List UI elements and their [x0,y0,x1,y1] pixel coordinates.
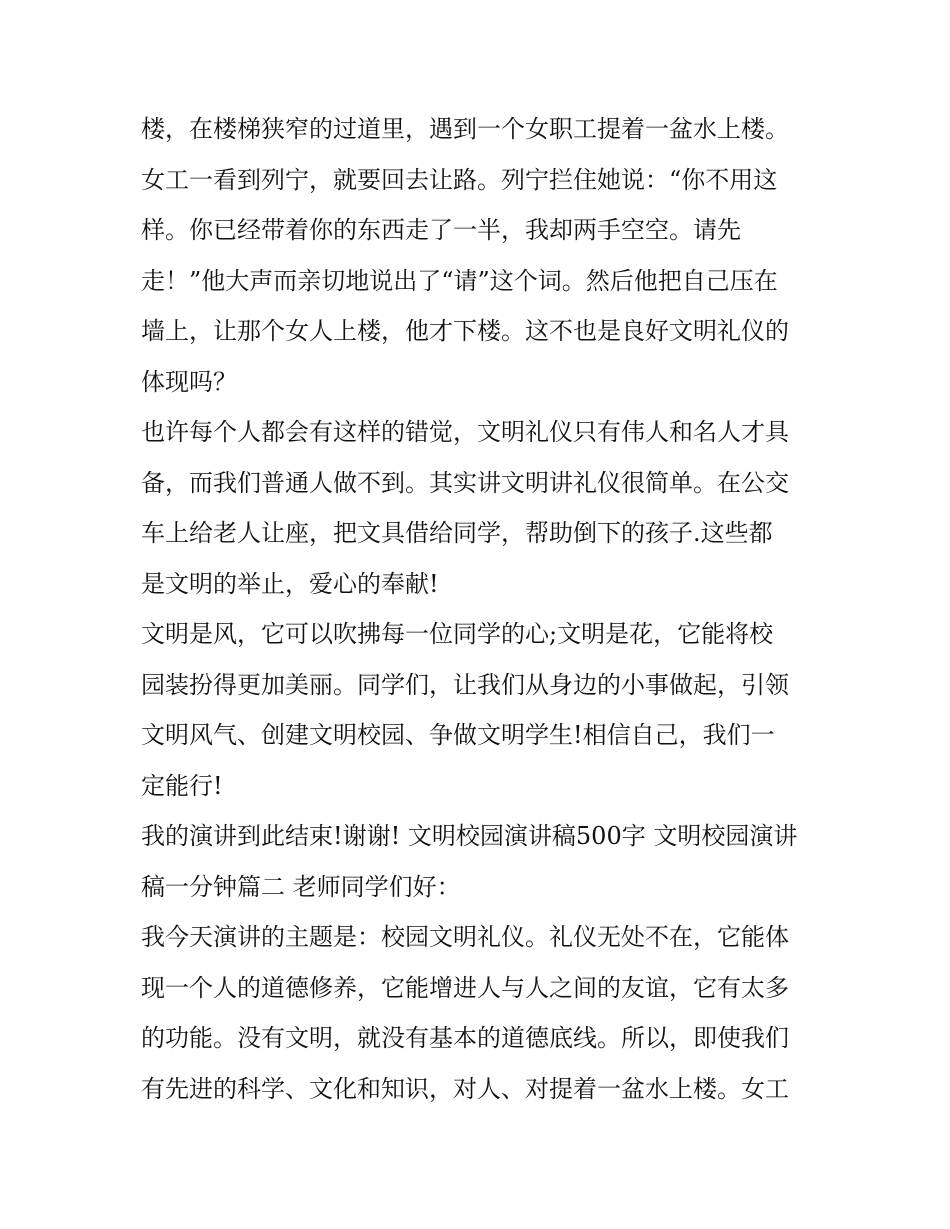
text-line: 车上给老人让座，把文具借给同学，帮助倒下的孩子.这些都 [141,519,773,547]
text-line: 体现吗？ [141,367,237,396]
text-line: 现一个人的道德修养，它能增进人与人之间的友谊，它有太多 [141,973,789,1002]
text-line: 的功能。没有文明，就没有基本的道德底线。所以，即使我们 [141,1024,789,1052]
text-line: 我的演讲到此结束!谢谢! 文明校园演讲稿500字 文明校园演讲 [141,822,798,850]
text-line: 也许每个人都会有这样的错觉，文明礼仪只有伟人和名人才具 [141,418,789,446]
text-line: 文明是风，它可以吹拂每一位同学的心;文明是花，它能将校 [141,620,774,648]
text-line: 走！”他大声而亲切地说出了“请”这个词。然后他把自己压在 [141,266,778,295]
text-line: 定能行! [141,771,223,800]
text-line: 是文明的举止，爱心的奉献! [141,569,439,598]
text-line: 备，而我们普通人做不到。其实讲文明讲礼仪很简单。在公交 [141,468,789,497]
text-line: 稿一分钟篇二 老师同学们好： [141,872,461,901]
text-line: 楼，在楼梯狭窄的过道里，遇到一个女职工提着一盆水上楼。 [141,115,789,143]
text-line: 我今天演讲的主题是：校园文明礼仪。礼仪无处不在，它能体 [141,923,789,951]
text-line: 有先进的科学、文化和知识，对人、对提着一盆水上楼。女工 [141,1074,789,1103]
text-line: 文明风气、创建文明校园、争做文明学生!相信自己，我们一 [141,721,775,749]
text-line: 墙上，让那个女人上楼，他才下楼。这不也是良好文明礼仪的 [141,317,789,345]
text-line: 样。你已经带着你的东西走了一半，我却两手空空。请先 [141,216,741,244]
text-line: 女工一看到列宁，就要回去让路。列宁拦住她说：“你不用这 [141,165,778,194]
text-line: 园装扮得更加美丽。同学们，让我们从身边的小事做起，引领 [141,670,789,699]
document-body [141,104,831,1114]
